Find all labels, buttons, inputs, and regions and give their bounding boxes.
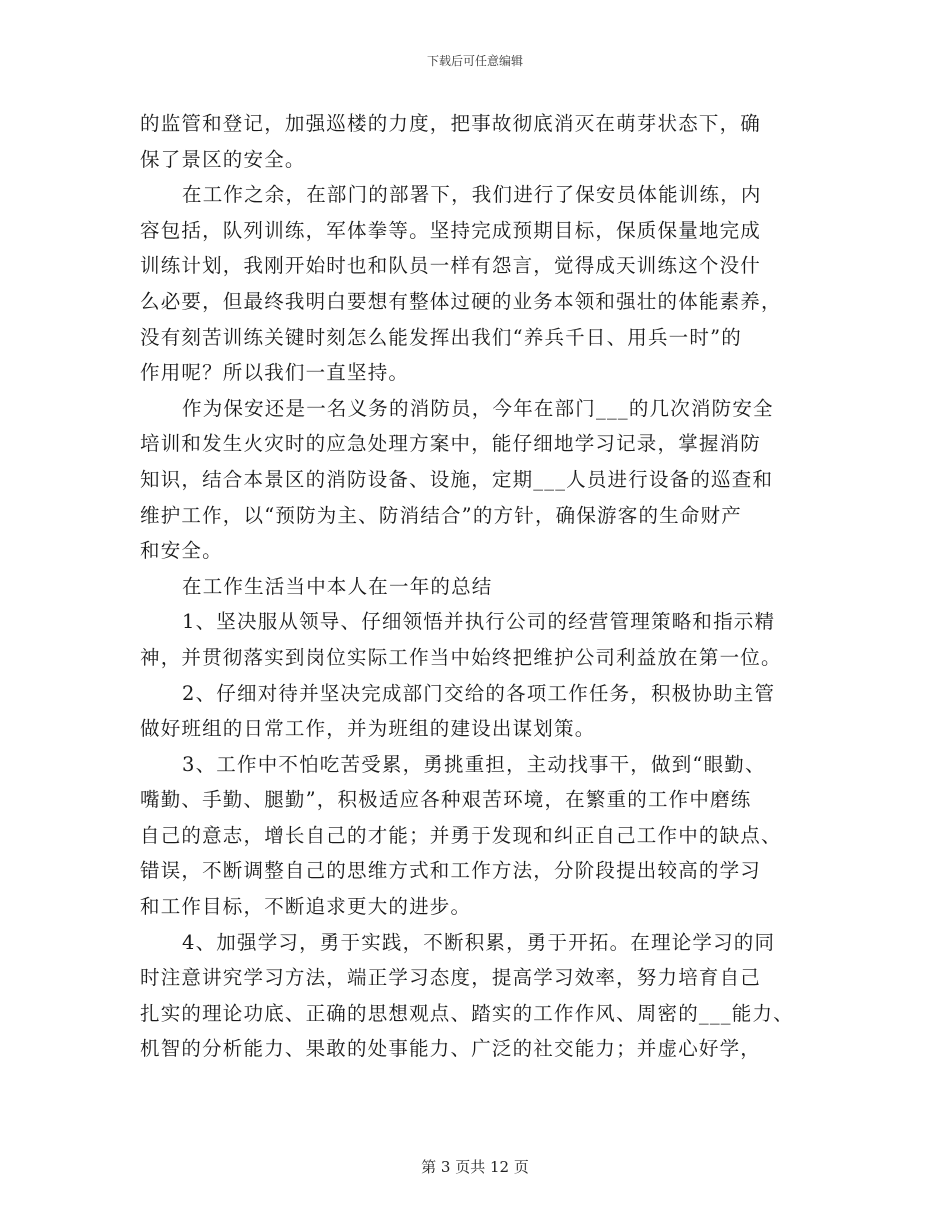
text-line: 维护工作，以“预防为主、防消结合”的方针，确保游客的生命财产 (140, 503, 742, 527)
document-body (140, 106, 812, 1067)
text-line: 扎实的理论功底、正确的思想观点、踏实的工作作风、周密的___能力、 (140, 1001, 794, 1025)
paragraph-start-line: 在工作之余，在部门的部署下，我们进行了保安员体能训练，内 (182, 183, 762, 207)
paragraph-start-line: 作为保安还是一名义务的消防员，今年在部门___的几次消防安全 (182, 396, 774, 420)
page-header: 下载后可任意编辑 (426, 54, 523, 68)
text-line: 机智的分析能力、果敢的处事能力、广泛的社交能力；并虚心好学， (140, 1037, 762, 1061)
text-line: 嘴勤、手勤、腿勤”，积极适应各种艰苦环境，在繁重的工作中磨练 (140, 788, 752, 812)
section-heading: 在工作生活当中本人在一年的总结 (182, 574, 493, 598)
text-line: 没有刻苦训练关键时刻怎么能发挥出我们“养兵千日、用兵一时”的 (140, 325, 742, 349)
text-line: 和安全。 (140, 539, 223, 563)
text-line: 保了景区的安全。 (140, 147, 306, 171)
list-item-start-line: 2、仔细对待并坚决完成部门交给的各项工作任务，积极协助主管 (182, 681, 776, 705)
text-line: 么必要，但最终我明白要想有整体过硬的业务本领和强壮的体能素养， (140, 289, 782, 313)
text-line: 的监管和登记，加强巡楼的力度，把事故彻底消灭在萌芽状态下，确 (140, 112, 762, 135)
text-line: 训练计划，我刚开始时也和队员一样有怨言，觉得成天训练这个没什 (140, 254, 762, 278)
list-item-start-line: 4、加强学习，勇于实践，不断积累，勇于开拓。在理论学习的同 (182, 930, 776, 954)
text-line: 时注意讲究学习方法，端正学习态度，提高学习效率，努力培育自己 (140, 966, 762, 990)
text-line: 知识，结合本景区的消防设备、设施，定期___人员进行设备的巡查和 (140, 467, 774, 491)
text-line: 做好班组的日常工作，并为班组的建设出谋划策。 (140, 717, 596, 741)
page-number-footer: 第 3 页共 12 页 (421, 1158, 529, 1176)
text-line: 培训和发生火灾时的应急处理方案中，能仔细地学习记录，掌握消防 (140, 432, 762, 456)
text-line: 和工作目标，不断追求更大的进步。 (140, 895, 472, 919)
text-line: 作用呢？所以我们一直坚持。 (140, 361, 410, 385)
list-item-start-line: 3、工作中不怕吃苦受累，勇挑重担，主动找事干，做到“眼勤、 (182, 752, 766, 776)
text-line: 错误，不断调整自己的思维方式和工作方法，分阶段提出较高的学习 (140, 859, 762, 883)
list-item-start-line: 1、坚决服从领导、仔细领悟并执行公司的经营管理策略和指示精 (182, 610, 776, 634)
text-line: 自己的意志，增长自己的才能；并勇于发现和纠正自己工作中的缺点、 (140, 823, 782, 847)
text-line: 容包括，队列训练，军体拳等。坚持完成预期目标，保质保量地完成 (140, 218, 762, 242)
text-line: 神，并贯彻落实到岗位实际工作当中始终把维护公司利益放在第一位。 (140, 645, 782, 669)
